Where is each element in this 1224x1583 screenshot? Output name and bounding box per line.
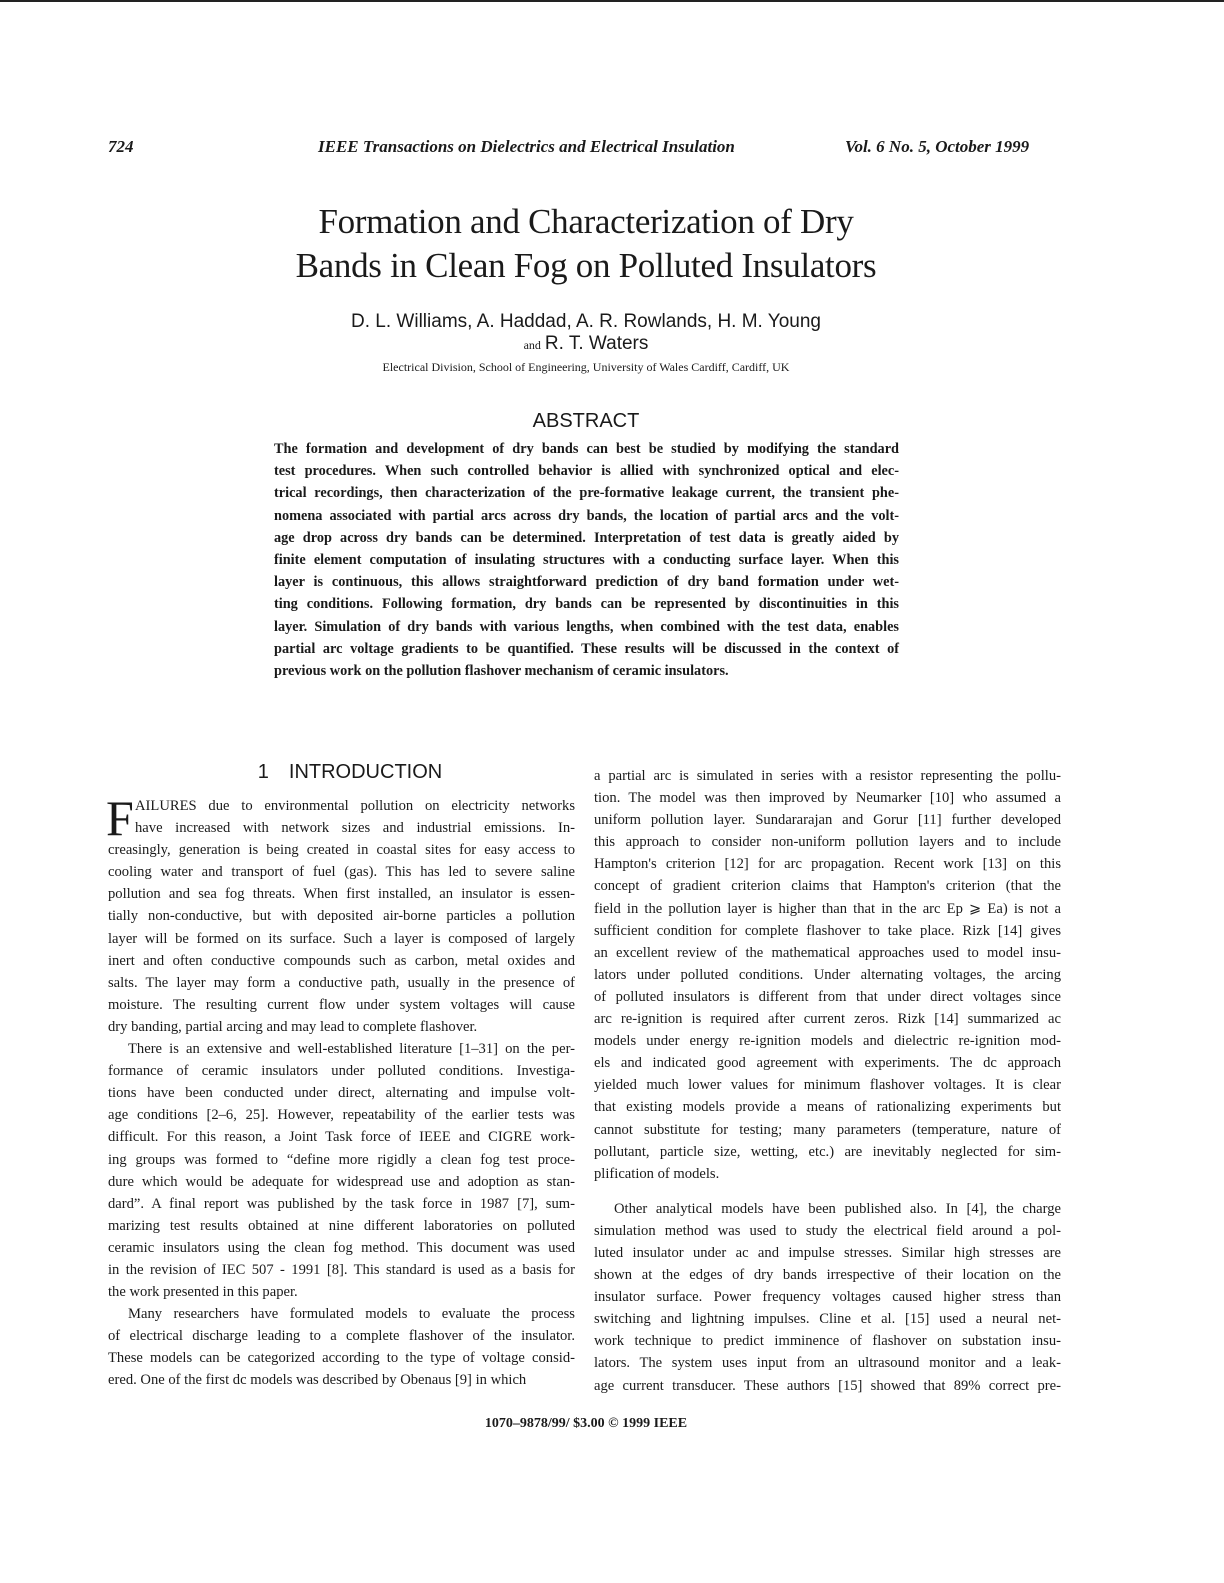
drop-cap: F xyxy=(106,790,134,846)
text-line: formance of ceramic insulators under polluted conditions. Investiga- xyxy=(108,1063,575,1080)
text-line: age conditions [2–6, 25]. However, repeatability of the earlier tests was xyxy=(108,1107,575,1124)
journal-name: IEEE Transactions on Dielectrics and Electrical Insulation xyxy=(318,137,735,156)
text-line: this approach to consider non-uniform pollution layers and to include xyxy=(594,834,1061,851)
paragraph xyxy=(108,1303,575,1391)
text-line: trical recordings, then characterization of the pre-formative leakage current, the transient phe- xyxy=(274,485,899,502)
section-heading-introduction xyxy=(108,761,592,784)
text-line: insulator surface. Power frequency voltages caused higher stress than xyxy=(594,1289,1061,1306)
text-line: have increased with network sizes and industrial emissions. In- xyxy=(135,820,575,837)
text-line: ceramic insulators using the clean fog method. This document was used xyxy=(108,1239,575,1256)
text-line: simulation method was used to study the electrical field around a pol- xyxy=(594,1222,1061,1239)
text-line: models under energy re-ignition models and dielectric re-ignition mod- xyxy=(594,1033,1061,1050)
text-line: cannot substitute for testing; many parameters (temperature, nature of xyxy=(594,1121,1061,1138)
text-line: sufficient condition for complete flashover to take place. Rizk [14] gives xyxy=(594,922,1061,939)
text-line: uniform pollution layer. Sundararajan and Gorur [11] further developed xyxy=(594,812,1061,829)
text-line: ing groups was formed to “define more rigidly a clean fog test proce- xyxy=(108,1151,575,1168)
paragraph xyxy=(108,1038,575,1303)
page-number: 724 xyxy=(108,137,134,156)
text-line: an excellent review of the mathematical approaches used to model insu- xyxy=(594,944,1061,961)
text-line: age drop across dry bands can be determined. Interpretation of test data is greatly aided by xyxy=(274,529,899,546)
text-line: of polluted insulators is different from that under direct voltages since xyxy=(594,988,1061,1005)
text-line: in the revision of IEC 507 - 1991 [8]. This standard is used as a basis for xyxy=(108,1261,575,1278)
paragraph xyxy=(594,1198,1061,1397)
paragraph xyxy=(106,790,575,1038)
text-line: plification of models. xyxy=(594,1165,720,1182)
text-line: dure which would be adequate for widespread use and adoption as stan- xyxy=(108,1173,575,1190)
text-line: shown at the edges of dry bands irrespective of their location on the xyxy=(594,1267,1061,1284)
text-line: arc re-ignition is required after current zeros. Rizk [14] summarized ac xyxy=(594,1011,1061,1028)
text-line: The formation and development of dry bands can best be studied by modifying the standard xyxy=(274,441,899,457)
text-line: pollutant, particle size, wetting, etc.) are inevitably neglected for sim- xyxy=(594,1143,1061,1160)
text-line: previous work on the pollution flashover mechanism of ceramic insulators. xyxy=(274,662,729,679)
text-line: These models can be categorized according to the type of voltage consid- xyxy=(108,1350,575,1367)
text-line: age current transducer. These authors [15] showed that 89% correct pre- xyxy=(594,1377,1061,1394)
text-line: tion. The model was then improved by Neumarker [10] who assumed a xyxy=(594,790,1061,807)
text-line: Many researchers have formulated models to evaluate the process xyxy=(128,1306,575,1323)
left-column xyxy=(106,790,575,1392)
text-line: tions have been conducted under direct, alternating and impulse volt- xyxy=(108,1085,575,1102)
copyright-footer: 1070–9878/99/ $3.00 © 1999 IEEE xyxy=(484,1416,688,1431)
text-line: the work presented in this paper. xyxy=(108,1284,298,1301)
text-line: ered. One of the first dc models was described by Obenaus [9] in which xyxy=(108,1372,527,1389)
text-line: concept of gradient criterion claims that Hampton's criterion (that the xyxy=(594,878,1061,895)
text-line: marizing test results obtained at nine different laboratories on polluted xyxy=(108,1217,575,1234)
text-line: inert and often conductive compounds such as carbon, metal oxides and xyxy=(108,952,575,969)
section-title: INTRODUCTION xyxy=(288,761,443,783)
text-line: lators under polluted conditions. Under alternating voltages, the arcing xyxy=(594,966,1061,983)
paragraph xyxy=(594,765,1061,1185)
and-word: and xyxy=(523,338,541,352)
text-line: work technique to predict imminence of flashover on substation insu- xyxy=(594,1333,1061,1350)
right-column xyxy=(594,765,1061,1397)
text-line: switching and lightning impulses. Cline et al. [15] used a neural net- xyxy=(594,1311,1061,1328)
text-line: dry banding, partial arcing and may lead to complete flashover. xyxy=(108,1018,478,1035)
text-line: field in the pollution layer is higher than that in the arc Ep ⩾ Ea) is not a xyxy=(594,900,1061,917)
text-line: nomena associated with partial arcs across dry bands, the location of partial arcs and the volt- xyxy=(274,507,899,524)
text-line: yielded much lower values for minimum flashover voltages. It is clear xyxy=(594,1077,1061,1094)
text-line: tially non-conductive, but with deposited air-borne particles a pollution xyxy=(108,908,575,925)
text-line: test procedures. When such controlled behavior is allied with synchronized optical and elec- xyxy=(274,463,899,480)
text-line: salts. The layer may form a conductive path, usually in the presence of xyxy=(108,974,575,991)
section-number: 1 xyxy=(257,761,269,783)
text-line: Other analytical models have been published also. In [4], the charge xyxy=(614,1200,1061,1217)
last-author: R. T. Waters xyxy=(544,333,649,354)
abstract-body xyxy=(274,438,899,682)
text-line: layer is continuous, this allows straightforward prediction of dry band formation under wet- xyxy=(274,574,899,591)
text-line: els and indicated good agreement with experiments. The dc approach xyxy=(594,1055,1061,1072)
text-line: layer. Simulation of dry bands with various lengths, when combined with the test data, enables xyxy=(274,618,899,635)
volume-info: Vol. 6 No. 5, October 1999 xyxy=(845,137,1030,156)
text-line: AILURES due to environmental pollution on electricity networks xyxy=(135,798,575,814)
text-line: luted insulator under ac and impulse stresses. Similar high stresses are xyxy=(594,1244,1061,1261)
paper-title xyxy=(0,200,1172,288)
title-line-2: Bands in Clean Fog on Polluted Insulators xyxy=(295,246,877,285)
text-line: partial arc voltage gradients to be quantified. These results will be discussed in the context of xyxy=(274,640,899,657)
abstract-heading: ABSTRACT xyxy=(532,410,640,432)
text-line: of electrical discharge leading to a complete flashover of the insulator. xyxy=(108,1328,575,1345)
text-line: lators. The system uses input from an ultrasound monitor and a leak- xyxy=(594,1355,1061,1372)
text-line: pollution and sea fog threats. When first installed, an insulator is essen- xyxy=(108,886,575,903)
title-line-1: Formation and Characterization of Dry xyxy=(318,202,854,241)
author-list-continued xyxy=(0,333,1172,355)
text-line: dard”. A final report was published by the task force in 1987 [7], sum- xyxy=(108,1195,575,1212)
text-line: There is an extensive and well-established literature [1–31] on the per- xyxy=(128,1041,575,1058)
text-line: layer will be formed on its surface. Such a layer is composed of largely xyxy=(108,930,575,947)
author-list: D. L. Williams, A. Haddad, A. R. Rowlands, H. M. Young xyxy=(351,311,821,332)
text-line: finite element computation of insulating structures with a conducting surface layer. When this xyxy=(274,551,899,568)
page-top-border xyxy=(0,0,1224,2)
text-line: ting conditions. Following formation, dry bands can be represented by discontinuities in this xyxy=(274,596,899,613)
paragraph xyxy=(274,438,899,682)
text-line: difficult. For this reason, a Joint Task force of IEEE and CIGRE work- xyxy=(108,1129,575,1146)
text-line: Hampton's criterion [12] for arc propagation. Recent work [13] on this xyxy=(594,856,1061,873)
affiliation: Electrical Division, School of Engineering, University of Wales Cardiff, Cardiff, UK xyxy=(382,360,790,374)
text-line: creasingly, generation is being created in coastal sites for easy access to xyxy=(108,842,575,859)
text-line: cooling water and transport of fuel (gas). This has led to severe saline xyxy=(108,864,575,881)
text-line: that existing models provide a means of rationalizing experiments but xyxy=(594,1099,1061,1116)
text-line: moisture. The resulting current flow under system voltages will cause xyxy=(108,996,575,1013)
text-line: a partial arc is simulated in series with a resistor representing the pollu- xyxy=(594,768,1061,784)
